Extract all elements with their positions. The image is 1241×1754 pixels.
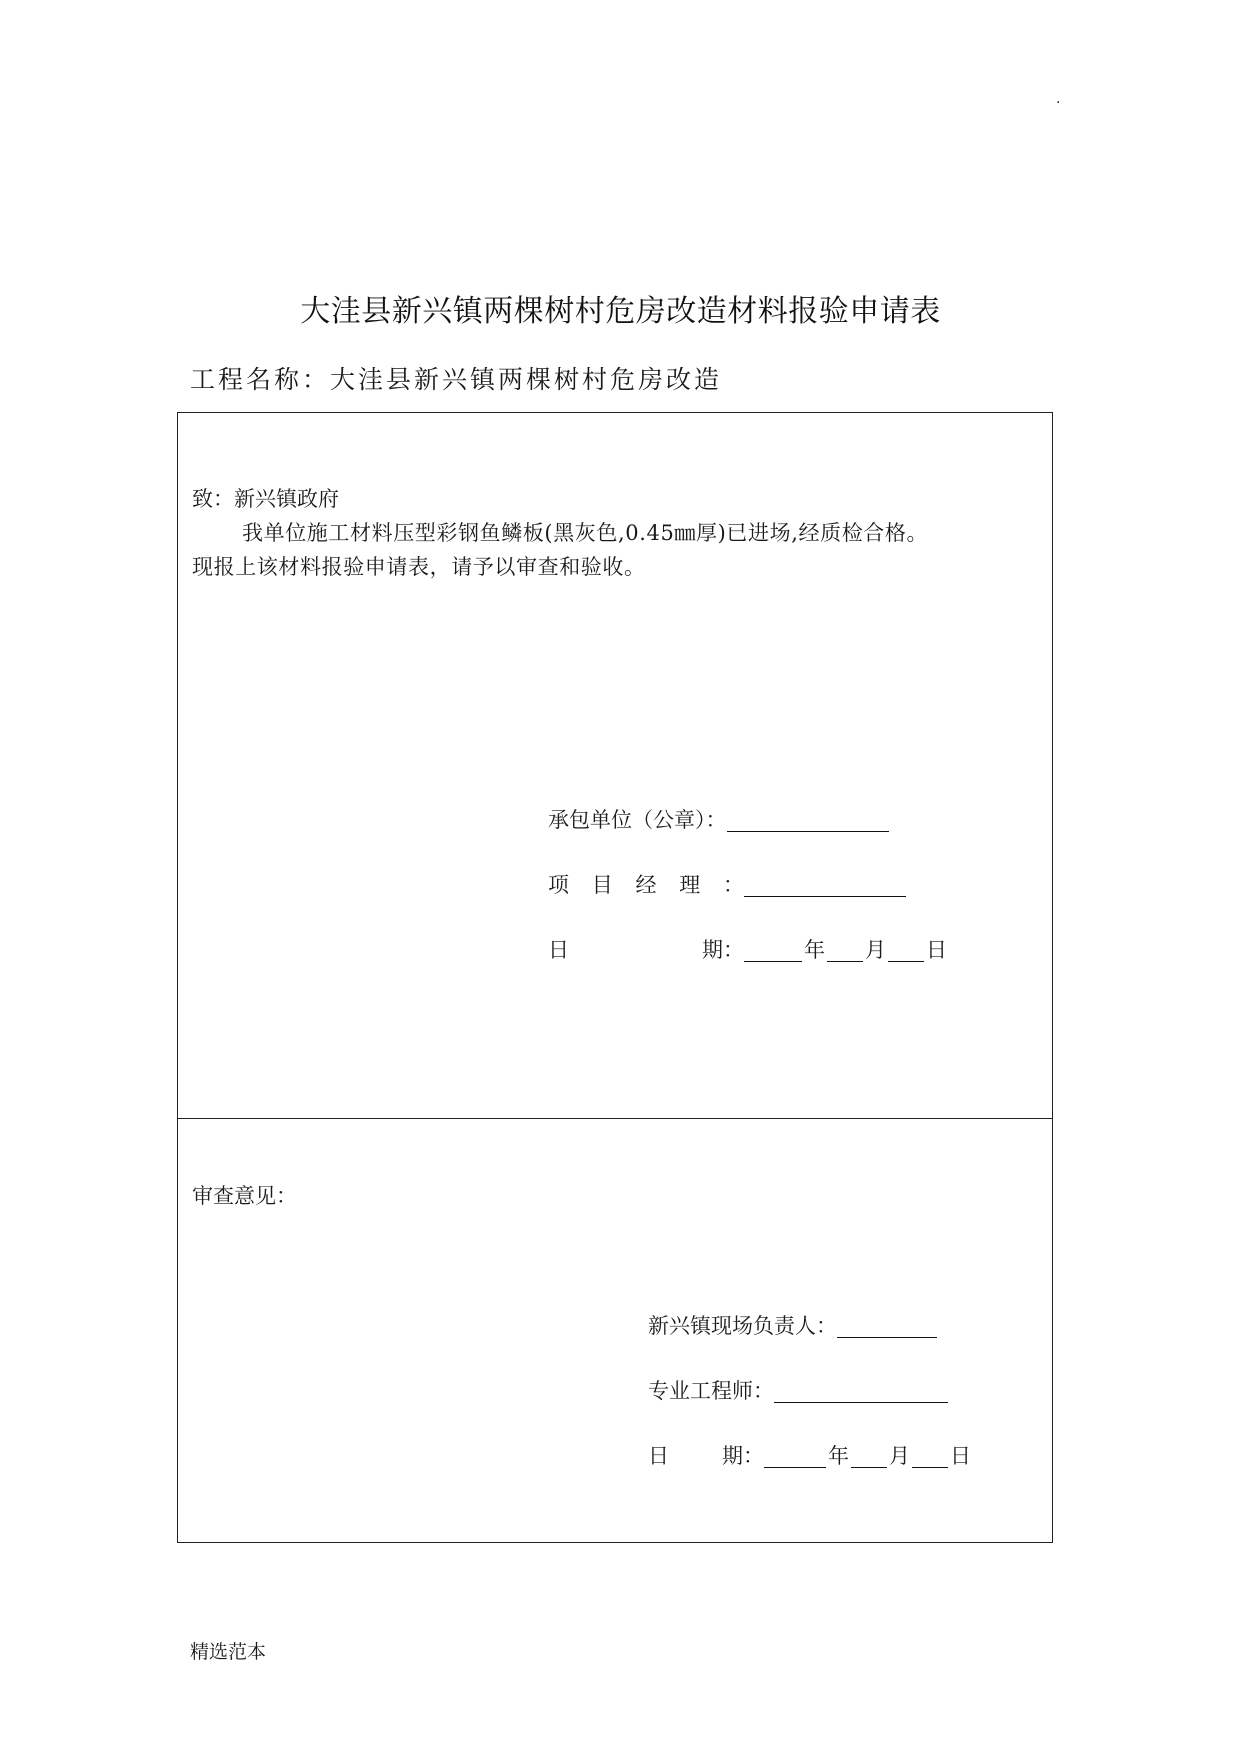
application-year-blank[interactable] <box>744 937 802 962</box>
application-month-unit: 月 <box>865 938 886 962</box>
site-manager-row <box>648 1311 937 1341</box>
application-body-line-2: 现报上该材料报验申请表，请予以审查和验收。 <box>192 555 646 579</box>
project-name-line: 工程名称：大洼县新兴镇两棵树村危房改造 <box>190 365 723 394</box>
review-day-unit: 日 <box>950 1444 971 1468</box>
project-manager-row <box>548 870 906 900</box>
review-opinion-label: 审查意见： <box>192 1184 297 1208</box>
site-manager-blank[interactable] <box>837 1313 937 1338</box>
application-date-row <box>548 935 949 965</box>
contractor-signature-blank[interactable] <box>727 807 889 832</box>
review-date-row <box>648 1441 973 1471</box>
project-manager-blank[interactable] <box>744 872 906 897</box>
review-year-unit: 年 <box>828 1444 849 1468</box>
addressee-line: 致：新兴镇政府 <box>192 487 339 511</box>
form-table <box>177 412 1053 1543</box>
application-year-unit: 年 <box>804 938 825 962</box>
review-year-blank[interactable] <box>764 1443 826 1468</box>
application-day-blank[interactable] <box>888 937 924 962</box>
application-body-line-1: 我单位施工材料压型彩钢鱼鳞板(黑灰色,0.45㎜厚)已进场,经质检合格。 <box>242 521 929 545</box>
site-manager-label: 新兴镇现场负责人： <box>648 1314 837 1338</box>
review-day-blank[interactable] <box>912 1443 948 1468</box>
engineer-label: 专业工程师： <box>648 1379 774 1403</box>
engineer-blank[interactable] <box>774 1378 948 1403</box>
project-manager-label: 项 目 经 理 ： <box>548 873 744 897</box>
engineer-row <box>648 1376 948 1406</box>
document-title: 大洼县新兴镇两棵树村危房改造材料报验申请表 <box>300 294 941 329</box>
section-divider <box>178 1118 1052 1119</box>
contractor-label: 承包单位（公章）： <box>548 808 727 832</box>
contractor-signature-row <box>548 805 889 835</box>
application-date-label: 日 期： <box>548 938 744 962</box>
review-month-unit: 月 <box>889 1444 910 1468</box>
application-month-blank[interactable] <box>827 937 863 962</box>
corner-mark: . <box>1056 91 1061 107</box>
review-date-label: 日 期： <box>648 1444 764 1468</box>
footer-label: 精选范本 <box>190 1641 267 1663</box>
review-month-blank[interactable] <box>851 1443 887 1468</box>
application-day-unit: 日 <box>926 938 947 962</box>
